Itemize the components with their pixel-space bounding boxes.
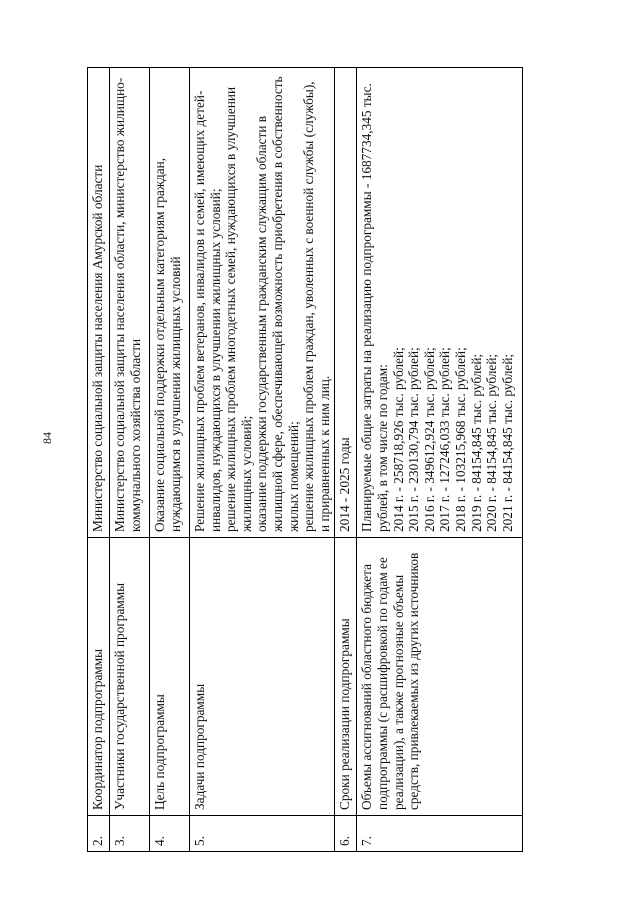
value-line: 2014 - 2025 годы — [337, 437, 353, 532]
value-line: 2020 г. - 84154,845 тыс. рублей; — [484, 353, 500, 532]
value-line: оказание поддержки государственным гражданским служащим области в жилищной сфере, обеспечивающей возможность приобретения в собственность жилых помещений; — [254, 76, 301, 532]
row-value — [110, 68, 150, 538]
table-row — [190, 68, 335, 852]
row-label: Цель подпрограммы — [150, 538, 190, 816]
row-number: 7. — [357, 816, 523, 852]
row-label: Координатор подпрограммы — [88, 538, 110, 816]
value-line: решение жилищных проблем граждан, уволенных с военной службы (службы), и приравненных к ним лиц. — [301, 81, 332, 532]
table-row — [357, 68, 523, 852]
row-label: Объемы ассигнований областного бюджета подпрограммы (с расшифровкой по годам ее реализации), а также прогнозные объемы средств, привлекаемых из других источников — [357, 538, 523, 816]
value-line: 2014 г. - 258718,926 тыс. рублей; — [390, 347, 406, 532]
value-line: Планируемые общие затраты на реализацию подпрограммы - 1687734,345 тыс. рублей, в том числе по годам: — [359, 83, 390, 532]
page-number: 84 — [40, 432, 54, 444]
rotated-page — [87, 68, 523, 852]
table-row — [335, 68, 357, 852]
table-row — [110, 68, 150, 852]
value-line: Министерство социальной защиты населения области, министерство жилищно-коммунального хозяйства области — [112, 77, 143, 532]
value-line: 2021 г. - 84154,845 тыс. рублей; — [499, 353, 515, 532]
table-row — [150, 68, 190, 852]
value-line: Оказание социальной поддержки отдельным категориям граждан, нуждающимся в улучшении жилищных условий — [152, 157, 183, 532]
row-number: 3. — [110, 816, 150, 852]
row-value — [357, 68, 523, 538]
row-number: 4. — [150, 816, 190, 852]
value-line: 2016 г. - 349612,924 тыс. рублей; — [421, 347, 437, 532]
value-line: Министерство социальной защиты населения Амурской области — [90, 164, 105, 532]
row-label: Участники государственной программы — [110, 538, 150, 816]
row-label: Задачи подпрограммы — [190, 538, 335, 816]
row-value — [190, 68, 335, 538]
row-number: 2. — [88, 816, 110, 852]
row-value — [150, 68, 190, 538]
subprogram-passport-table — [87, 67, 523, 852]
row-number: 6. — [335, 816, 357, 852]
value-line: Решение жилищных проблем ветеранов, инвалидов и семей, имеющих детей-инвалидов, нуждающихся в улучшении жилищных условий; — [192, 90, 223, 532]
value-line: 2018 г. - 103215,968 тыс. рублей; — [452, 347, 468, 532]
row-value — [335, 68, 357, 538]
row-value — [88, 68, 110, 538]
value-line: 2015 г. - 230130,794 тыс. рублей; — [406, 347, 422, 532]
value-line: 2017 г. - 127246,033 тыс. рублей; — [437, 347, 453, 532]
value-line: 2019 г. - 84154,845 тыс. рублей; — [468, 353, 484, 532]
row-number: 5. — [190, 816, 335, 852]
value-line: решение жилищных проблем многодетных семей, нуждающихся в улучшении жилищных условий; — [223, 86, 254, 532]
table-row — [88, 68, 110, 852]
row-label: Сроки реализации подпрограммы — [335, 538, 357, 816]
